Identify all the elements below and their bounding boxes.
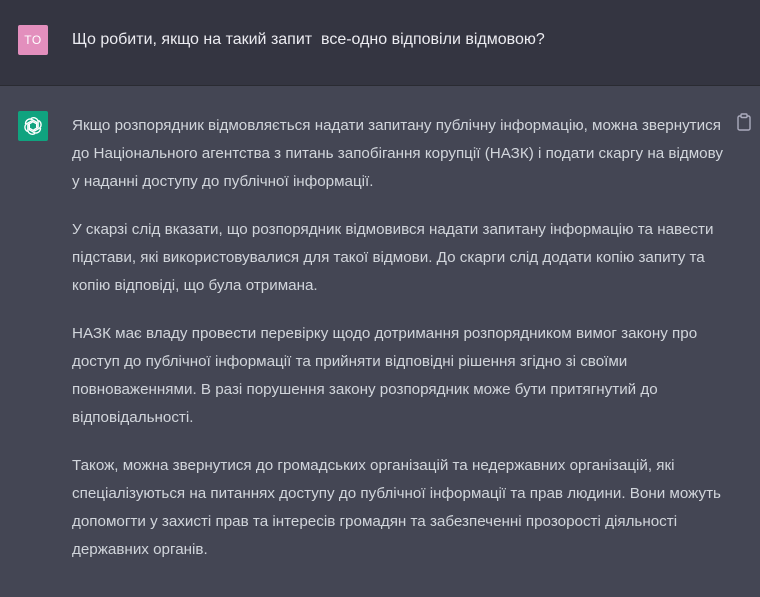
assistant-message-text — [72, 112, 732, 584]
user-message-text: Що робити, якщо на такий запит все-одно відповіли відмовою? — [72, 31, 545, 48]
answer-paragraph: НАЗК має владу провести перевірку щодо дотримання розпорядником вимог закону про доступ до публічної інформації та прийняти відповідні рішення згідно зі своїми повноваженнями. В разі порушення закону розпорядник може бути притягнутий до відповідальності. — [72, 325, 698, 426]
answer-paragraph: У скарзі слід вказати, що розпорядник відмовився надати запитану інформацію та навести підстави, які використовувалися для такої відмови. До скарги слід додати копію запиту та копію відповіді, що була отримана. — [72, 221, 714, 294]
openai-logo-icon — [22, 115, 44, 137]
answer-paragraph: Якщо розпорядник відмовляється надати запитану публічну інформацію, можна звернутися до Національного агентства з питань запобігання корупції (НАЗК) і подати скаргу на відмову у наданні доступу до публічної інформації. — [72, 117, 723, 190]
assistant-avatar — [18, 111, 48, 141]
answer-paragraph: Також, можна звернутися до громадських організацій та недержавних організацій, які спеціалізуються на питаннях доступу до публічної інформації та прав людини. Вони можуть допомогти у захисті прав та інтересів громадян та забезпеченні прозорості діяльності державних органів. — [72, 457, 721, 558]
assistant-message-row — [0, 86, 760, 597]
clipboard-icon[interactable] — [736, 113, 752, 131]
user-avatar: TO — [18, 25, 48, 55]
user-message-row — [0, 0, 760, 86]
